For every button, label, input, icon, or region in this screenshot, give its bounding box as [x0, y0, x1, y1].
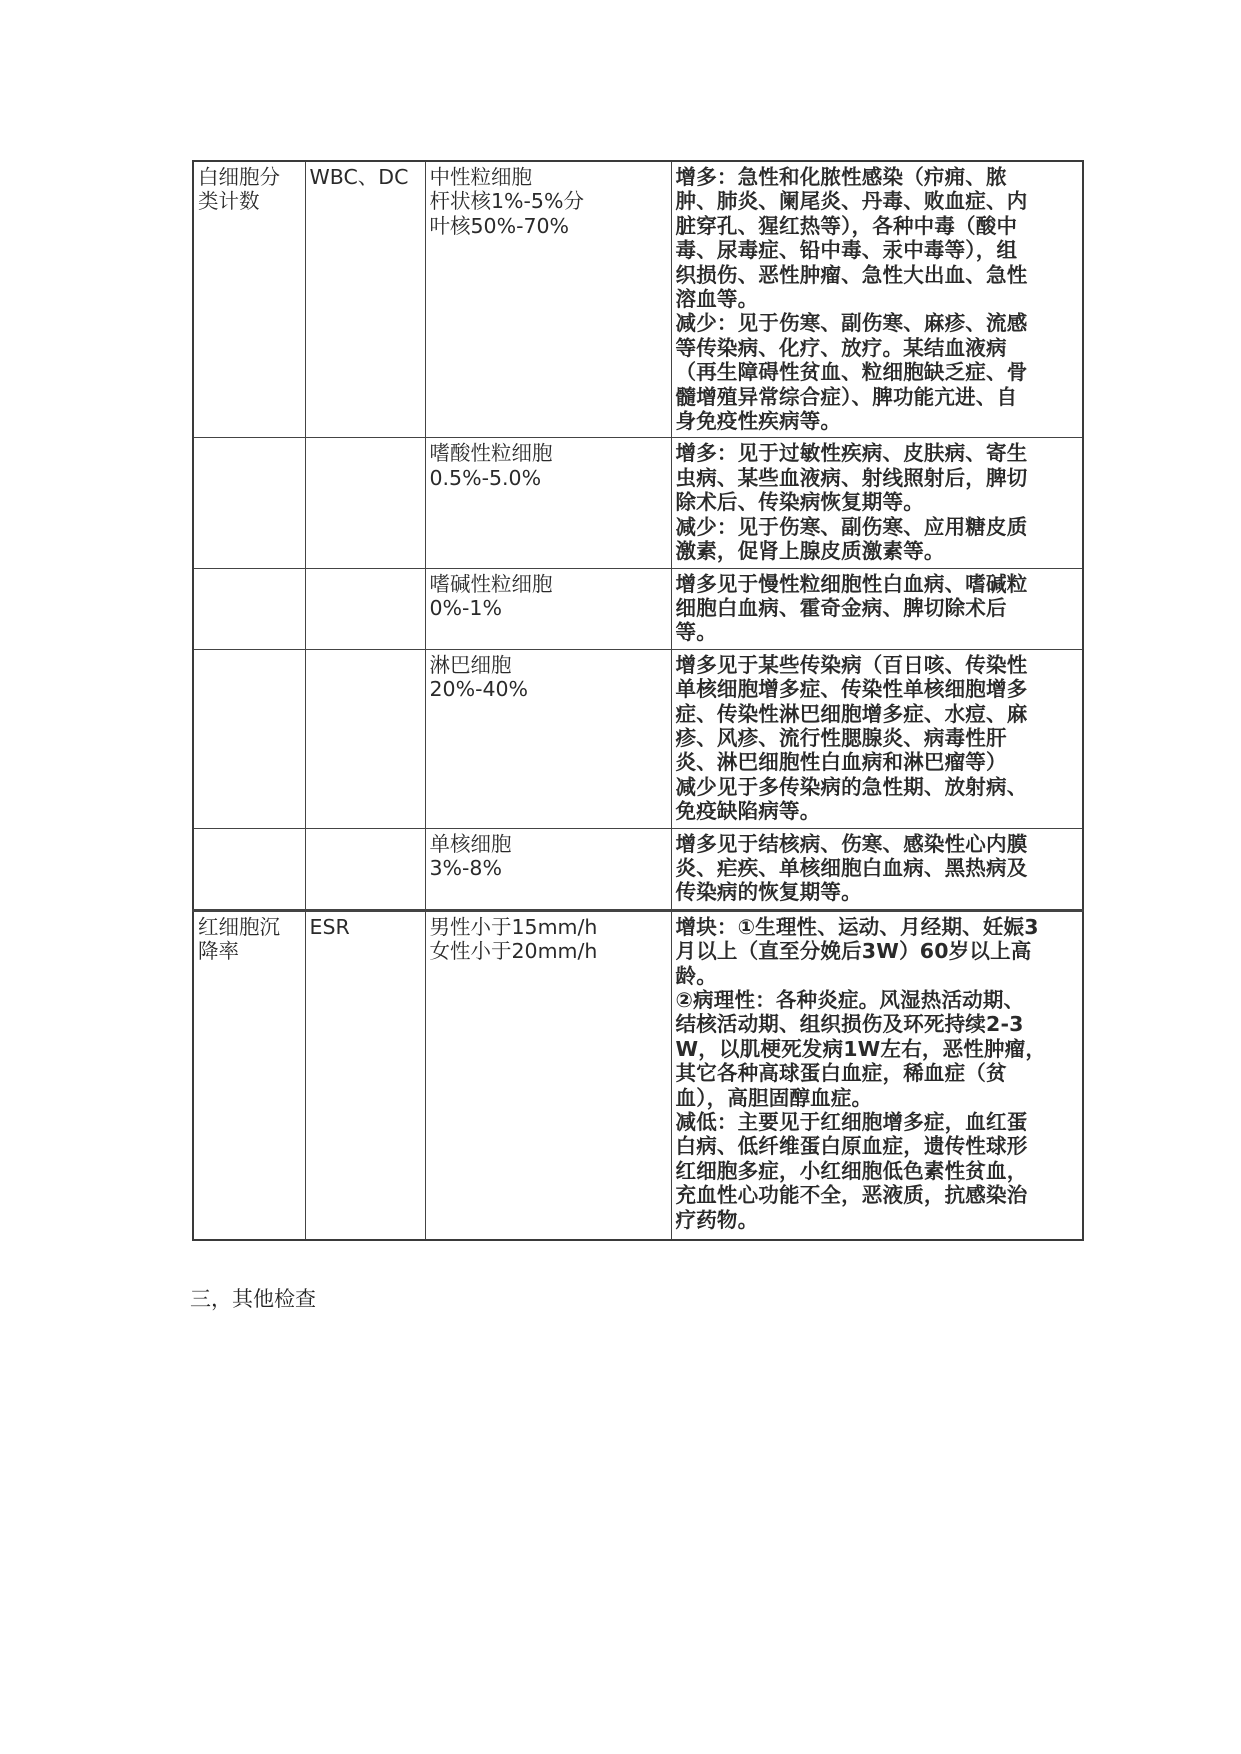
test-name-cell — [193, 828, 305, 910]
value-line: 女性小于20mm/h — [429, 939, 598, 964]
value-line: 嗜碱性粒细胞 — [429, 571, 553, 596]
value-line: 淋巴细胞 — [429, 652, 512, 677]
description-line: 身免疫性疾病等。 — [675, 409, 842, 434]
test-code-cell — [305, 910, 425, 1240]
description-line: 减少见于多传染病的急性期、放射病、 — [675, 774, 1028, 799]
section-heading: 三，其他检查 — [190, 1287, 316, 1311]
description-line: 其它各种高球蛋白血症，稀血症（贫 — [675, 1061, 1007, 1086]
name-line: 白细胞分 — [198, 165, 280, 189]
test-name-cell — [193, 910, 305, 1240]
description-line: 虫病、某些血液病、射线照射后，脾切 — [675, 465, 1028, 490]
value-line: 0%-1% — [429, 595, 502, 620]
description-line: 除术后、传染病恢复期等。 — [675, 490, 924, 515]
value-line: 嗜酸性粒细胞 — [429, 441, 553, 466]
description-line: 增块：①生理性、运动、月经期、妊娠3 — [675, 914, 1039, 939]
description-line: 单核细胞增多症、传染性单核细胞增多 — [675, 677, 1028, 702]
description-line: 脏穿孔、猩红热等），各种中毒（酸中 — [675, 213, 1018, 238]
name-line: 降率 — [198, 939, 239, 964]
test-name-cell — [193, 438, 305, 568]
description-line: 炎、疟疾、单核细胞白血病、黑热病及 — [675, 855, 1028, 880]
name-line: 类计数 — [198, 189, 260, 214]
description-line: 肿、肺炎、阑尾炎、丹毒、败血症、内 — [675, 189, 1028, 214]
description-line: 免疫缺陷病等。 — [675, 799, 821, 824]
value-line: 杆状核1%-5%分 — [429, 189, 584, 214]
test-name-cell — [193, 568, 305, 649]
clinical-significance-cell — [671, 568, 1083, 649]
description-line: 症、传染性淋巴细胞增多症、水痘、麻 — [675, 701, 1028, 726]
value-line: 0.5%-5.0% — [429, 465, 542, 490]
table-row — [193, 161, 1083, 438]
test-code-cell — [305, 828, 425, 910]
description-line: 炎、淋巴细胞性白血病和淋巴瘤等） — [675, 750, 1007, 775]
clinical-significance-cell — [671, 161, 1083, 438]
value-line: 中性粒细胞 — [429, 165, 532, 189]
test-name-cell — [193, 649, 305, 828]
value-line: 3%-8% — [429, 855, 502, 880]
description-line: 疗药物。 — [675, 1207, 759, 1232]
clinical-significance-cell — [671, 649, 1083, 828]
description-line: 血），高胆固醇血症。 — [675, 1085, 873, 1110]
table-body — [193, 161, 1083, 1240]
description-line: 增多见于结核病、伤寒、感染性心内膜 — [675, 831, 1028, 856]
description-line: 减低：主要见于红细胞增多症，血红蛋 — [675, 1110, 1028, 1135]
description-line: 红细胞多症，小红细胞低色素性贫血， — [675, 1158, 1028, 1183]
table-row — [193, 438, 1083, 568]
clinical-significance-cell — [671, 910, 1083, 1240]
lab-reference-table — [192, 160, 1084, 1241]
test-code: ESR — [309, 914, 350, 939]
description-line: 充血性心功能不全，恶液质，抗感染治 — [675, 1183, 1028, 1208]
description-line: 白病、低纤维蛋白原血症，遗传性球形 — [675, 1134, 1028, 1159]
description-line: 月以上（直至分娩后3W）60岁以上高 — [675, 939, 1032, 964]
description-line: 等传染病、化疗、放疗。某结血液病 — [675, 335, 1007, 360]
description-line: 龄。 — [675, 963, 717, 988]
value-line: 单核细胞 — [429, 831, 512, 856]
description-line: 结核活动期、组织损伤及环死持续2-3 — [675, 1012, 1024, 1037]
description-line: ②病理性：各种炎症。风湿热活动期、 — [675, 988, 1025, 1012]
description-line: 毒、尿毒症、铅中毒、汞中毒等），组 — [675, 238, 1018, 263]
value-line: 叶核50%-70% — [429, 213, 570, 238]
table-row — [193, 649, 1083, 828]
value-line: 20%-40% — [429, 677, 529, 702]
value-line: 男性小于15mm/h — [429, 914, 598, 939]
description-line: 减少：见于伤寒、副伤寒、麻疹、流感 — [675, 311, 1028, 336]
description-line: 减少：见于伤寒、副伤寒、应用糖皮质 — [675, 514, 1028, 539]
description-line: 增多：急性和化脓性感染（疖痈、脓 — [675, 165, 1007, 189]
description-line: 增多见于某些传染病（百日咳、传染性 — [675, 652, 1028, 677]
table-row — [193, 828, 1083, 910]
description-line: 增多见于慢性粒细胞性白血病、嗜碱粒 — [675, 571, 1028, 596]
test-code: WBC、DC — [309, 165, 409, 189]
test-code-cell — [305, 161, 425, 438]
name-line: 红细胞沉 — [198, 914, 280, 939]
clinical-significance-cell — [671, 438, 1083, 568]
test-code-cell — [305, 568, 425, 649]
description-line: 激素，促肾上腺皮质激素等。 — [675, 539, 945, 564]
reference-value-cell — [425, 161, 671, 438]
description-line: W，以肌梗死发病1W左右，恶性肿瘤， — [675, 1036, 1047, 1061]
test-code-cell — [305, 438, 425, 568]
reference-value-cell — [425, 828, 671, 910]
reference-value-cell — [425, 649, 671, 828]
description-line: 细胞白血病、霍奇金病、脾切除术后 — [675, 595, 1007, 620]
description-line: 织损伤、恶性肿瘤、急性大出血、急性 — [675, 262, 1028, 287]
test-code-cell — [305, 649, 425, 828]
table-row — [193, 568, 1083, 649]
description-line: 疹、风疹、流行性腮腺炎、病毒性肝 — [675, 725, 1007, 750]
reference-value-cell — [425, 568, 671, 649]
description-line: 传染病的恢复期等。 — [675, 880, 862, 905]
description-line: 等。 — [675, 620, 717, 645]
description-line: 髓增殖异常综合症）、脾功能亢进、自 — [675, 384, 1018, 409]
description-line: 溶血等。 — [675, 287, 759, 312]
reference-value-cell — [425, 438, 671, 568]
description-line: （再生障碍性贫血、粒细胞缺乏症、骨 — [675, 360, 1028, 385]
clinical-significance-cell — [671, 828, 1083, 910]
description-line: 增多：见于过敏性疾病、皮肤病、寄生 — [675, 441, 1028, 466]
reference-value-cell — [425, 910, 671, 1240]
test-name-cell — [193, 161, 305, 438]
table-row — [193, 910, 1083, 1240]
